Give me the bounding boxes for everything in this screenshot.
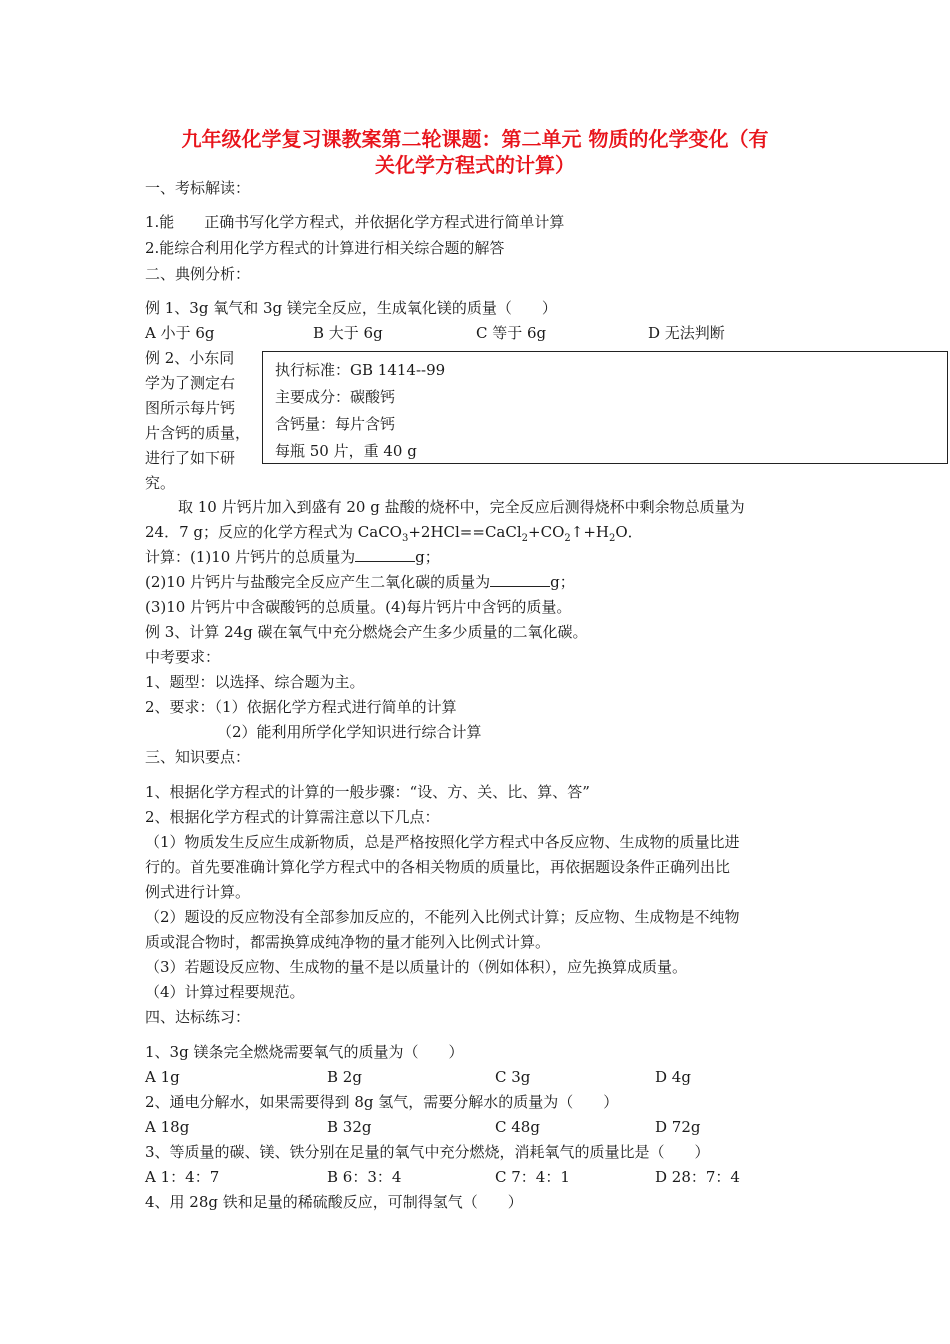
knowledge-point-2-1a: （1）物质发生反应生成新物质，总是严格按照化学方程式中各反应物、生成物的质量比进 (145, 833, 740, 851)
question-unit: g； (550, 573, 575, 591)
practice-q3-option-b: B 6：3：4 (327, 1168, 402, 1186)
example2-text-line: 图所示每片钙 (145, 399, 236, 417)
example2-text-line: 进行了如下研 (145, 449, 236, 467)
example1-question: 例 1、3g 氧气和 3g 镁完全反应，生成氧化镁的质量（ ） (145, 299, 557, 317)
equation-part: +CO (528, 523, 565, 541)
question-unit: g； (415, 548, 440, 566)
practice-q2: 2、通电分解水，如果需要得到 8g 氢气，需要分解水的质量为（ ） (145, 1093, 619, 1111)
requirement-3: （2）能利用所学化学知识进行综合计算 (217, 723, 482, 741)
practice-q1-option-d: D 4g (655, 1068, 691, 1086)
exam-requirements-heading: 中考要求： (145, 648, 221, 666)
label-bottle-info: 每瓶 50 片，重 40 g (275, 442, 417, 460)
practice-q1-option-b: B 2g (327, 1068, 362, 1086)
practice-q4: 4、用 28g 铁和足量的稀硫酸反应，可制得氢气（ ） (145, 1193, 523, 1211)
example2-question2 (145, 572, 575, 592)
example2-text-line: 学为了测定右 (145, 374, 236, 392)
practice-q1-option-a: A 1g (145, 1068, 180, 1086)
section2-heading: 二、典例分析： (145, 265, 251, 283)
practice-q1: 1、3g 镁条完全燃烧需要氧气的质量为（ ） (145, 1043, 464, 1061)
section1-item2: 2.能综合利用化学方程式的计算进行相关综合题的解答 (145, 239, 505, 257)
document-title-line1: 九年级化学复习课教案第二轮课题：第二单元 物质的化学变化（有 (181, 127, 769, 151)
practice-q3: 3、等质量的碳、镁、铁分别在足量的氧气中充分燃烧，消耗氧气的质量比是（ ） (145, 1143, 710, 1161)
subscript: 2 (564, 533, 571, 544)
requirement-1: 1、题型：以选择、综合题为主。 (145, 673, 365, 691)
subscript: 2 (608, 533, 616, 544)
example1-option-a: A 小于 6g (145, 324, 215, 342)
practice-q2-option-d: D 72g (655, 1118, 701, 1136)
example2-question3: (3)10 片钙片中含碳酸钙的总质量。(4)每片钙片中含钙的质量。 (145, 598, 572, 616)
equation-part: 24．7 g；反应的化学方程式为 CaCO (145, 523, 402, 541)
example2-question1 (145, 547, 440, 567)
equation-part: O． (615, 523, 643, 541)
practice-q2-option-a: A 18g (145, 1118, 190, 1136)
example1-option-b: B 大于 6g (313, 324, 383, 342)
question-text: (2)10 片钙片与盐酸完全反应产生二氧化碳的质量为 (145, 573, 491, 591)
practice-q3-option-c: C 7：4：1 (495, 1168, 570, 1186)
section4-heading: 四、达标练习： (145, 1008, 251, 1026)
example2-text-line: 究。 (145, 474, 176, 492)
knowledge-point-2-2a: （2）题设的反应物没有全部参加反应的，不能列入比例式计算；反应物、生成物是不纯物 (145, 908, 740, 926)
example2-text-line: 例 2、小东同 (145, 349, 235, 367)
section3-heading: 三、知识要点： (145, 748, 251, 766)
knowledge-point-2-1c: 例式进行计算。 (145, 883, 251, 901)
section1-heading: 一、考标解读： (145, 179, 251, 197)
practice-q1-option-c: C 3g (495, 1068, 531, 1086)
example2-text-line: 片含钙的质量， (145, 424, 251, 442)
answer-blank[interactable] (355, 547, 415, 562)
subscript: 2 (521, 533, 529, 544)
section1-item1: 1.能 正确书写化学方程式，并依据化学方程式进行简单计算 (145, 213, 565, 231)
question-text: 计算：(1)10 片钙片的总质量为 (145, 548, 356, 566)
equation-part: ↑+H (570, 523, 609, 541)
practice-q2-option-c: C 48g (495, 1118, 540, 1136)
example2-paragraph-line1: 取 10 片钙片加入到盛有 20 g 盐酸的烧杯中，完全反应后测得烧杯中剩余物总质量为 (178, 498, 745, 516)
knowledge-point-2-4: （4）计算过程要规范。 (145, 983, 305, 1001)
example2-equation-line (145, 522, 643, 542)
document-title-line2: 关化学方程式的计算） (375, 153, 575, 177)
label-ingredient: 主要成分：碳酸钙 (275, 388, 396, 406)
subscript: 3 (401, 533, 409, 544)
knowledge-point-1: 1、根据化学方程式的计算的一般步骤：“设、方、关、比、算、答” (145, 783, 590, 801)
knowledge-point-2-2b: 质或混合物时，都需换算成纯净物的量才能列入比例式计算。 (145, 933, 551, 951)
knowledge-point-2: 2、根据化学方程式的计算需注意以下几点： (145, 808, 440, 826)
label-calcium-content: 含钙量：每片含钙 (275, 415, 396, 433)
example1-option-d: D 无法判断 (648, 324, 725, 342)
requirement-2: 2、要求：（1）依据化学方程式进行简单的计算 (145, 698, 457, 716)
example3-question: 例 3、计算 24g 碳在氧气中充分燃烧会产生多少质量的二氧化碳。 (145, 623, 588, 641)
answer-blank[interactable] (490, 572, 550, 587)
knowledge-point-2-1b: 行的。首先要准确计算化学方程式中的各相关物质的质量比，再依据题设条件正确列出比 (145, 858, 731, 876)
practice-q2-option-b: B 32g (327, 1118, 372, 1136)
equation-part: +2HCl==CaCl (408, 523, 522, 541)
knowledge-point-2-3: （3）若题设反应物、生成物的量不是以质量计的（例如体积），应先换算成质量。 (145, 958, 688, 976)
example1-option-c: C 等于 6g (476, 324, 547, 342)
label-standard: 执行标准：GB 1414--99 (275, 361, 446, 379)
practice-q3-option-a: A 1：4：7 (145, 1168, 220, 1186)
practice-q3-option-d: D 28：7：4 (655, 1168, 740, 1186)
calcium-tablet-label-box (262, 351, 948, 464)
